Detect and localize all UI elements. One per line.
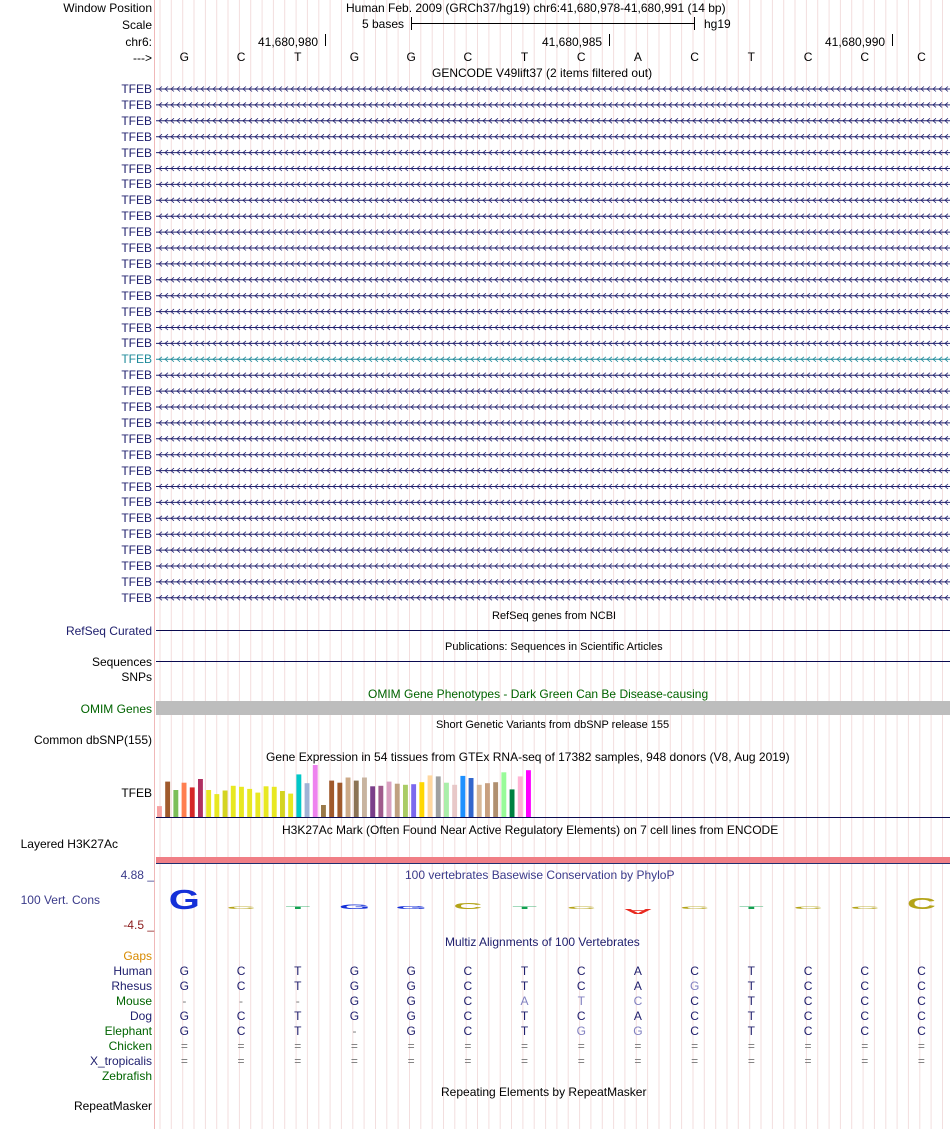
multiz-aligned-base: =: [691, 1039, 699, 1053]
gencode-transcript-label[interactable]: TFEB: [121, 256, 152, 271]
gtex-tissue-bar: [305, 783, 310, 817]
multiz-aligned-base: =: [407, 1054, 415, 1068]
gencode-transcript-label[interactable]: TFEB: [121, 479, 152, 494]
multiz-aligned-base: C: [803, 964, 813, 978]
gtex-tissue-bar: [370, 786, 375, 817]
multiz-aligned-base: G: [179, 979, 190, 993]
position-tick-1: [325, 34, 326, 46]
gencode-transcript-label[interactable]: TFEB: [121, 463, 152, 478]
multiz-aligned-base: C: [576, 979, 586, 993]
multiz-aligned-base: =: [691, 1054, 699, 1068]
multiz-aligned-base: C: [690, 1009, 699, 1023]
dbsnp-track-title[interactable]: Short Genetic Variants from dbSNP release 155: [436, 719, 670, 731]
multiz-aligned-base: C: [576, 964, 586, 978]
phylop-base-letter: T: [285, 905, 311, 910]
multiz-aligned-base: G: [179, 964, 190, 978]
multiz-aligned-base: T: [520, 1024, 529, 1038]
gtex-tissue-bar: [493, 782, 498, 817]
multiz-aligned-base: =: [861, 1054, 869, 1068]
multiz-aligned-base: =: [634, 1054, 642, 1068]
multiz-gaps-label: Gaps: [123, 949, 152, 963]
gtex-tissue-bar: [157, 806, 162, 817]
multiz-species-label[interactable]: Zebrafish: [101, 1069, 152, 1083]
multiz-aligned-base: =: [577, 1054, 585, 1068]
gtex-tissue-bar: [337, 783, 342, 817]
multiz-aligned-base: =: [804, 1039, 812, 1053]
multiz-aligned-base: =: [634, 1039, 642, 1053]
gencode-transcript-label[interactable]: TFEB: [121, 543, 152, 558]
multiz-aligned-base: G: [689, 979, 700, 993]
multiz-aligned-base: G: [349, 979, 360, 993]
reference-base: T: [520, 50, 529, 64]
multiz-aligned-base: A: [520, 994, 529, 1008]
gencode-transcript-label[interactable]: TFEB: [121, 129, 152, 144]
multiz-aligned-base: T: [294, 979, 302, 993]
multiz-aligned-base: C: [576, 1009, 586, 1023]
label-column-border: [154, 0, 155, 1129]
multiz-aligned-base: C: [463, 994, 473, 1008]
gtex-tissue-bar: [501, 772, 506, 817]
phylop-track-label[interactable]: 100 Vert. Cons: [20, 893, 100, 907]
phylop-max-label: 4.88 _: [120, 868, 154, 882]
multiz-aligned-base: C: [803, 1024, 813, 1038]
gencode-transcript-label[interactable]: TFEB: [121, 574, 152, 589]
gencode-transcript-label[interactable]: TFEB: [121, 272, 152, 287]
multiz-aligned-base: G: [179, 1009, 190, 1023]
gencode-transcript-label[interactable]: TFEB: [121, 527, 152, 542]
omim-gene-bar[interactable]: [156, 701, 950, 715]
multiz-aligned-base: C: [236, 1009, 246, 1023]
gencode-transcript-label[interactable]: TFEB: [121, 447, 152, 462]
multiz-aligned-base: C: [236, 979, 246, 993]
assembly-position-title[interactable]: Human Feb. 2009 (GRCh37/hg19) chr6:41,680,978-41,680,991 (14 bp): [346, 1, 726, 15]
multiz-aligned-base: =: [180, 1039, 188, 1053]
gtex-tissue-bar: [264, 786, 269, 817]
multiz-aligned-base: C: [236, 964, 246, 978]
gencode-transcript-label[interactable]: TFEB: [121, 336, 152, 351]
gencode-transcript-label[interactable]: TFEB: [121, 320, 152, 335]
multiz-aligned-base: -: [352, 1024, 357, 1038]
multiz-aligned-base: G: [576, 1024, 586, 1038]
gtex-tissue-bar: [510, 789, 515, 817]
gtex-tissue-bar: [469, 778, 474, 817]
reference-base: G: [179, 50, 190, 64]
multiz-aligned-base: G: [349, 1009, 360, 1023]
multiz-species-label[interactable]: Chicken: [108, 1039, 152, 1053]
multiz-aligned-base: C: [860, 994, 870, 1008]
phylop-base-letter: C: [907, 894, 936, 913]
multiz-aligned-base: =: [464, 1054, 472, 1068]
phylop-base-letter: G: [338, 903, 371, 911]
refseq-track-label[interactable]: RefSeq Curated: [65, 624, 152, 638]
gtex-tissue-bar: [518, 776, 523, 817]
multiz-aligned-base: C: [690, 964, 699, 978]
gencode-transcript-label[interactable]: TFEB: [121, 225, 152, 240]
phylop-base-letter: C: [680, 905, 710, 910]
gtex-tissue-bar: [354, 781, 359, 817]
gtex-tissue-bar: [288, 794, 293, 817]
scale-db: hg19: [704, 17, 731, 31]
reference-base: C: [860, 50, 870, 64]
multiz-aligned-base: T: [747, 994, 756, 1008]
gencode-transcript-label[interactable]: TFEB: [121, 559, 152, 573]
phylop-base-letter: T: [512, 905, 537, 910]
gencode-transcript-label[interactable]: TFEB: [121, 400, 152, 414]
gtex-tissue-bar: [411, 784, 416, 817]
phylop-base-letter: C: [793, 905, 823, 910]
multiz-aligned-base: =: [237, 1054, 245, 1068]
multiz-aligned-base: =: [294, 1039, 302, 1053]
multiz-aligned-base: G: [349, 994, 360, 1008]
gtex-tissue-bar: [313, 765, 318, 817]
gencode-transcript-label[interactable]: TFEB: [121, 495, 152, 510]
multiz-aligned-base: G: [406, 1009, 416, 1023]
gencode-transcript-label[interactable]: TFEB: [121, 97, 152, 112]
reference-base: C: [463, 50, 473, 64]
gtex-tissue-bar: [346, 778, 351, 818]
gtex-tissue-bar: [182, 783, 187, 817]
gtex-tissue-bar: [239, 787, 244, 817]
gtex-tissue-bar: [436, 776, 441, 817]
multiz-aligned-base: =: [464, 1039, 472, 1053]
multiz-aligned-base: T: [294, 1024, 302, 1038]
gtex-tissue-bar: [362, 778, 367, 818]
gtex-tissue-bar: [329, 781, 334, 817]
multiz-aligned-base: C: [803, 994, 813, 1008]
scale-bar-right-tick: [694, 17, 695, 30]
gtex-tissue-bar: [444, 783, 449, 817]
gencode-transcript-label[interactable]: TFEB: [121, 590, 152, 605]
dbsnp-track-label[interactable]: Common dbSNP(155): [33, 733, 152, 747]
gtex-tissue-bar: [378, 786, 383, 817]
multiz-aligned-base: =: [350, 1054, 358, 1068]
position-tick-2: [609, 34, 610, 46]
multiz-aligned-base: G: [349, 964, 360, 978]
gtex-tissue-bar: [485, 783, 490, 817]
gtex-tissue-bar: [428, 775, 433, 817]
reference-base: C: [690, 50, 699, 64]
gencode-track-title[interactable]: GENCODE V49lift37 (2 items filtered out): [432, 66, 653, 80]
multiz-aligned-base: C: [803, 1009, 813, 1023]
chrom-label: chr6:: [125, 35, 152, 49]
multiz-aligned-base: G: [406, 979, 416, 993]
reference-base: G: [349, 50, 360, 64]
gtex-track-label[interactable]: TFEB: [121, 786, 152, 800]
multiz-aligned-base: =: [237, 1039, 245, 1053]
multiz-aligned-base: =: [521, 1039, 529, 1053]
position-tick-3: [892, 34, 893, 46]
refseq-gene-line[interactable]: [156, 630, 950, 631]
phylop-base-letter: A: [623, 907, 653, 916]
gencode-transcripts[interactable]: [156, 81, 950, 605]
position-tick-label-2: 41,680,985: [542, 35, 603, 49]
multiz-aligned-base: -: [239, 994, 244, 1008]
multiz-aligned-base: =: [747, 1054, 755, 1068]
multiz-aligned-base: C: [860, 979, 870, 993]
multiz-aligned-base: =: [350, 1039, 358, 1053]
multiz-aligned-base: C: [917, 964, 926, 978]
multiz-aligned-base: C: [463, 979, 473, 993]
phylop-base-letter: G: [395, 904, 427, 911]
gtex-tissue-bar: [460, 776, 465, 817]
gencode-transcript-label[interactable]: TFEB: [121, 431, 152, 446]
omim-track-title[interactable]: OMIM Gene Phenotypes - Dark Green Can Be Disease-causing: [368, 687, 709, 701]
gtex-tissue-bar: [321, 805, 326, 817]
gencode-transcript-label[interactable]: TFEB: [121, 82, 152, 96]
multiz-species-label[interactable]: Mouse: [115, 994, 152, 1008]
multiz-aligned-base: =: [917, 1039, 925, 1053]
multiz-aligned-base: -: [182, 994, 187, 1008]
position-tick-label-3: 41,680,990: [825, 35, 886, 49]
gtex-tissue-bar: [247, 789, 252, 817]
multiz-aligned-base: C: [917, 1024, 926, 1038]
multiz-species-label[interactable]: Human: [113, 964, 152, 978]
gencode-transcript-label[interactable]: TFEB: [121, 352, 152, 367]
h3k27ac-baseline: [156, 863, 950, 864]
gencode-transcript-label[interactable]: TFEB: [121, 241, 152, 255]
gencode-transcript-label[interactable]: TFEB: [121, 161, 152, 176]
multiz-aligned-base: C: [917, 979, 926, 993]
multiz-aligned-base: T: [747, 979, 756, 993]
multiz-aligned-base: T: [577, 994, 585, 1008]
gtex-tissue-bar: [477, 785, 482, 817]
multiz-aligned-base: =: [294, 1054, 302, 1068]
multiz-aligned-base: T: [747, 1009, 756, 1023]
publications-line[interactable]: [156, 661, 950, 662]
reference-base: A: [633, 50, 642, 64]
reference-base: T: [294, 50, 302, 64]
multiz-aligned-base: C: [917, 1009, 926, 1023]
window-position-label: Window Position: [63, 1, 152, 15]
gencode-transcript-label[interactable]: TFEB: [121, 193, 152, 208]
multiz-aligned-base: =: [407, 1039, 415, 1053]
gencode-transcript-label[interactable]: TFEB: [121, 288, 152, 303]
gtex-tissue-bar: [223, 791, 228, 818]
gencode-transcript-label[interactable]: TFEB: [121, 177, 152, 192]
gtex-tissue-bar: [403, 785, 408, 817]
multiz-aligned-base: C: [236, 1024, 246, 1038]
multiz-aligned-base: T: [747, 1024, 756, 1038]
phylop-conservation-logo[interactable]: [156, 880, 950, 920]
multiz-aligned-base: C: [690, 1024, 699, 1038]
gtex-tissue-bar: [198, 779, 203, 817]
gtex-tissue-bar: [452, 785, 457, 817]
refseq-track-title[interactable]: RefSeq genes from NCBI: [492, 610, 617, 622]
phylop-base-letter: C: [566, 905, 596, 910]
multiz-species-label[interactable]: Rhesus: [111, 979, 152, 993]
phylop-base-letter: C: [453, 901, 483, 912]
repeatmasker-track-label[interactable]: RepeatMasker: [73, 1099, 152, 1113]
h3k27ac-track-title[interactable]: H3K27Ac Mark (Often Found Near Active Regulatory Elements) on 7 cell lines from ENCODE: [282, 823, 779, 837]
multiz-aligned-base: G: [179, 1024, 190, 1038]
gencode-transcript-label[interactable]: TFEB: [121, 511, 152, 526]
multiz-aligned-base: T: [294, 1009, 302, 1023]
gtex-expression-bars[interactable]: [156, 764, 556, 818]
gtex-tissue-bar: [395, 784, 400, 817]
gtex-tissue-bar: [165, 782, 170, 817]
multiz-aligned-base: =: [917, 1054, 925, 1068]
multiz-aligned-base: C: [860, 964, 870, 978]
gencode-transcript-label[interactable]: TFEB: [121, 304, 152, 319]
gencode-transcript-label[interactable]: TFEB: [121, 145, 152, 160]
gencode-transcript-label[interactable]: TFEB: [121, 368, 152, 383]
multiz-aligned-base: -: [295, 994, 300, 1008]
multiz-aligned-base: =: [577, 1039, 585, 1053]
multiz-aligned-base: =: [861, 1039, 869, 1053]
phylop-min-label: -4.5 _: [123, 918, 154, 932]
gencode-transcript-label[interactable]: TFEB: [121, 384, 152, 399]
multiz-aligned-base: A: [633, 964, 642, 978]
strand-label: --->: [133, 51, 152, 65]
multiz-aligned-base: G: [633, 1024, 643, 1038]
multiz-aligned-base: T: [520, 979, 529, 993]
multiz-aligned-base: C: [463, 964, 473, 978]
multiz-aligned-base: G: [406, 964, 416, 978]
multiz-species-label[interactable]: Elephant: [104, 1024, 152, 1038]
reference-base: T: [747, 50, 756, 64]
gencode-transcript-label[interactable]: TFEB: [121, 209, 152, 224]
gtex-tissue-bar: [255, 793, 260, 817]
gtex-tissue-bar: [190, 787, 195, 817]
reference-base: G: [406, 50, 416, 64]
gtex-tissue-bar: [231, 786, 236, 817]
gtex-tissue-bar: [173, 790, 178, 817]
phylop-base-letter: C: [226, 905, 256, 910]
gtex-tissue-bar: [296, 774, 301, 817]
phylop-track-title[interactable]: 100 vertebrates Basewise Conservation by PhyloP: [405, 868, 675, 882]
multiz-aligned-base: C: [463, 1009, 473, 1023]
multiz-aligned-base: C: [633, 994, 643, 1008]
multiz-aligned-base: G: [406, 994, 416, 1008]
omim-track-label[interactable]: OMIM Genes: [80, 702, 152, 716]
scale-text: 5 bases: [362, 17, 405, 31]
position-tick-label-1: 41,680,980: [258, 35, 319, 49]
reference-base: C: [236, 50, 246, 64]
publications-track-title[interactable]: Publications: Sequences in Scientific Articles: [445, 641, 663, 653]
gtex-tissue-bar: [206, 790, 211, 817]
multiz-aligned-base: C: [690, 994, 699, 1008]
gencode-transcript-label[interactable]: TFEB: [121, 415, 152, 430]
multiz-aligned-base: C: [860, 1009, 870, 1023]
multiz-aligned-base: T: [520, 1009, 529, 1023]
reference-base: C: [576, 50, 586, 64]
multiz-aligned-base: A: [633, 979, 642, 993]
phylop-base-letter: C: [850, 905, 880, 910]
reference-base: C: [917, 50, 926, 64]
repeatmasker-track-title[interactable]: Repeating Elements by RepeatMasker: [441, 1085, 647, 1099]
multiz-aligned-base: T: [747, 964, 756, 978]
gtex-tissue-bar: [387, 782, 392, 817]
gtex-tissue-bar: [526, 770, 531, 817]
snps-track-label[interactable]: SNPs: [121, 670, 152, 684]
multiz-aligned-base: G: [406, 1024, 416, 1038]
multiz-aligned-base: T: [294, 964, 302, 978]
scale-label: Scale: [121, 18, 152, 32]
scale-bar: [411, 23, 695, 24]
multiz-aligned-base: =: [804, 1054, 812, 1068]
gtex-tissue-bar: [272, 787, 277, 817]
publications-track-label[interactable]: Sequences: [91, 655, 152, 669]
multiz-aligned-base: C: [463, 1024, 473, 1038]
gtex-tissue-bar: [214, 794, 219, 817]
scale-bar-left-tick: [411, 17, 412, 30]
reference-base: C: [803, 50, 813, 64]
gtex-tissue-bar: [280, 791, 285, 817]
phylop-base-letter: G: [168, 884, 200, 916]
h3k27ac-track-label[interactable]: Layered H3K27Ac: [20, 837, 118, 851]
multiz-aligned-base: =: [747, 1039, 755, 1053]
multiz-aligned-base: A: [633, 1009, 642, 1023]
multiz-track-title[interactable]: Multiz Alignments of 100 Vertebrates: [445, 935, 640, 949]
multiz-aligned-base: =: [180, 1054, 188, 1068]
multiz-species-label[interactable]: Dog: [129, 1009, 152, 1023]
phylop-base-letter: T: [739, 905, 764, 910]
multiz-aligned-base: T: [520, 964, 529, 978]
gtex-track-divider: [156, 817, 950, 818]
multiz-aligned-base: C: [917, 994, 926, 1008]
gtex-track-title[interactable]: Gene Expression in 54 tissues from GTEx RNA-seq of 17382 samples, 948 donors (V8, Aug 2019): [266, 750, 790, 764]
multiz-species-label[interactable]: X_tropicalis: [89, 1054, 152, 1068]
multiz-aligned-base: =: [521, 1054, 529, 1068]
gencode-transcript-label[interactable]: TFEB: [121, 113, 152, 128]
multiz-aligned-base: C: [860, 1024, 870, 1038]
multiz-aligned-base: C: [803, 979, 813, 993]
gtex-tissue-bar: [419, 782, 424, 817]
